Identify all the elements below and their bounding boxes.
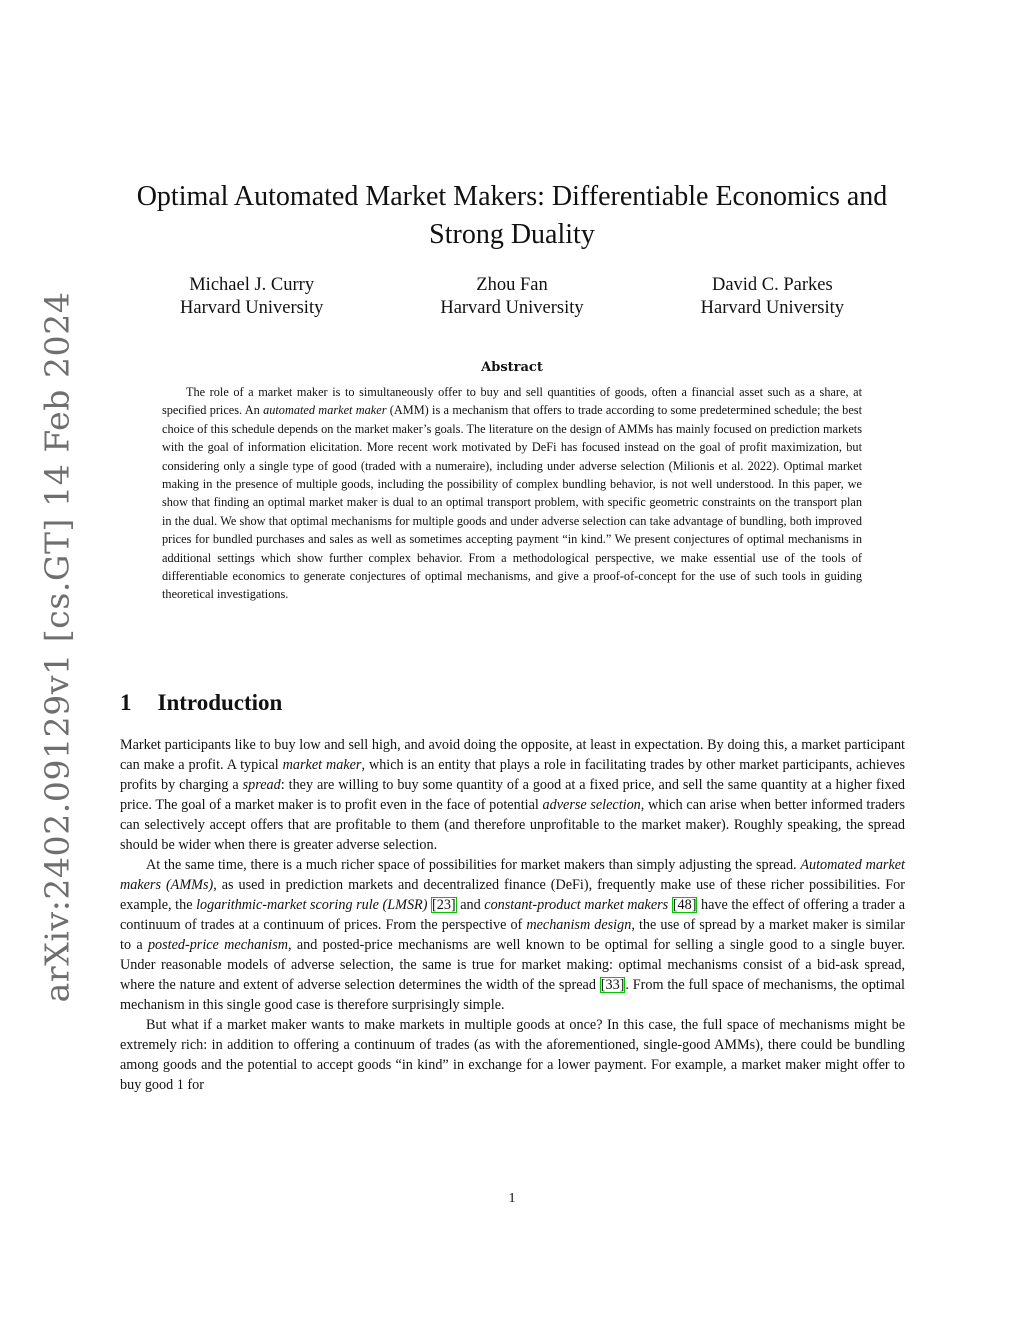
author-affiliation: Harvard University <box>700 298 844 318</box>
emphasis: Automated market makers (AMMs) <box>120 857 905 893</box>
emphasis: spread <box>242 777 281 793</box>
section-heading <box>120 690 910 716</box>
emphasis: adverse selection <box>542 797 641 813</box>
title-line-1: Optimal Automated Market Makers: Differentiable Economics and <box>136 181 888 212</box>
paper-title <box>120 178 904 254</box>
section-number: 1 <box>120 690 132 715</box>
text-run: . From the full space of mechanisms, the optimal mechanism in this single good case is therefore surprisingly simple. <box>120 977 906 1013</box>
abstract-heading: Abstract <box>481 360 543 375</box>
text-run: and <box>456 897 485 913</box>
body-text <box>120 735 905 1095</box>
text-run: , which can arise when better informed traders can selectively accept offers that are profitable to them (and therefore unprofitable to the market maker). Roughly speaking, the spread should be wider when there is greater adverse selection. <box>120 797 906 853</box>
abstract-text-part: (AMM) is a mechanism that offers to trade according to some predetermined schedule; the best choice of this schedule depends on the market maker’s goals. The literature on the design of AMMs has mainly focused on prediction markets with the goal of information elicitation. More recent work motivated by DeFi has focused instead on the goal of profit maximization, but considering only a single type of good (traded with a numeraire), including under adverse selection (Milionis et al. 2022). Optimal market making in the presence of multiple goods, including the possibility of complex bundling behavior, is not well understood. In this paper, we show that finding an optimal market maker is dual to an optimal transport problem, with specific geometric constraints on the transport plan in the dual. We show that optimal mechanisms for multiple goods and under adverse selection can take advantage of bundling, both improved prices for bundled purchases and sales as well as sometimes accepting payment “in kind.” We present conjectures of optimal mechanisms in additional settings which show further complex behavior. From a methodological perspective, we make essential use of the tools of differentiable economics to generate conjectures of optimal mechanisms, and give a proof-of-concept for the use of such tools in guiding theoretical investigations. <box>162 403 862 602</box>
emphasis: market maker <box>282 757 362 773</box>
emphasis: posted-price mechanism <box>147 937 288 953</box>
text-run: , and posted-price mechanisms are well known to be optimal for selling a single good to a single buyer. Under reasonable models of adverse selection, the same is true for market making: optimal mechanisms consist of a bid-ask spread, where the nature and extent of adverse selection determines the width of the spread <box>120 937 905 993</box>
abstract-text-part: The role of a market maker is to simultaneously offer to buy and sell quantities of goods, often a financial asset such as a share, at specified prices. An <box>162 385 862 418</box>
author-name: David C. Parkes <box>711 275 833 295</box>
abstract-emphasis: automated market maker <box>263 403 387 418</box>
author-affiliation: Harvard University <box>440 298 584 318</box>
paragraph-2 <box>120 855 905 1015</box>
author-block <box>701 274 844 320</box>
arxiv-identifier: arXiv:2402.09129v1 [cs.GT] 14 Feb 2024 <box>37 291 77 1003</box>
arxiv-sidebar-stamp <box>32 291 82 1003</box>
citation-link[interactable]: [48] <box>672 897 697 913</box>
title-line-2: Strong Duality <box>429 219 595 250</box>
text-run: Market participants like to buy low and sell high, and avoid doing the opposite, at least in expectation. By doing this, a market participant can make a profit. A typical <box>120 737 905 773</box>
citation-link[interactable]: [33] <box>600 977 625 993</box>
author-list <box>180 274 844 320</box>
abstract-block <box>162 360 862 604</box>
text-run: , as used in prediction markets and decentralized finance (DeFi), frequently make use of these richer possibilities. For example, the <box>120 877 905 913</box>
emphasis: mechanism design <box>526 917 632 933</box>
author-affiliation: Harvard University <box>180 298 324 318</box>
text-run: At the same time, there is a much richer space of possibilities for market makers than simply adjusting the spread. <box>146 857 801 873</box>
author-name: Zhou Fan <box>476 275 548 295</box>
emphasis: logarithmic-market scoring rule (LMSR) <box>196 897 428 913</box>
citation-link[interactable]: [23] <box>432 897 456 913</box>
page-number: 1 <box>508 1191 516 1206</box>
emphasis: constant-product market makers <box>484 897 669 913</box>
author-block <box>440 274 583 320</box>
paragraph-3: But what if a market maker wants to make markets in multiple goods at once? In this case, the full space of mechanisms might be extremely rich: in addition to offering a continuum of trades (as with the aforementioned, single-good AMMs), there could be bundling among goods and the potential to accept goods “in kind” in exchange for a lower payment. For example, a market maker might offer to buy good 1 for <box>120 1017 905 1093</box>
paragraph-1 <box>120 735 905 855</box>
author-block <box>180 274 323 320</box>
author-name: Michael J. Curry <box>189 275 315 295</box>
text-run: , which is an entity that plays a role in facilitating trades by other market participants, achieves profits by charging a <box>120 757 906 793</box>
section-title: Introduction <box>157 690 283 715</box>
text-run: , the use of spread by a market maker is similar to a <box>120 917 906 953</box>
text-run: have the effect of offering a trader a continuum of trades at a continuum of prices. From the perspective of <box>120 897 906 933</box>
abstract-text <box>162 383 862 604</box>
text-run: : they are willing to buy some quantity of a good at a fixed price, and sell the same quantity at a higher fixed price. The goal of a market maker is to profit even in the face of potential <box>120 777 906 813</box>
